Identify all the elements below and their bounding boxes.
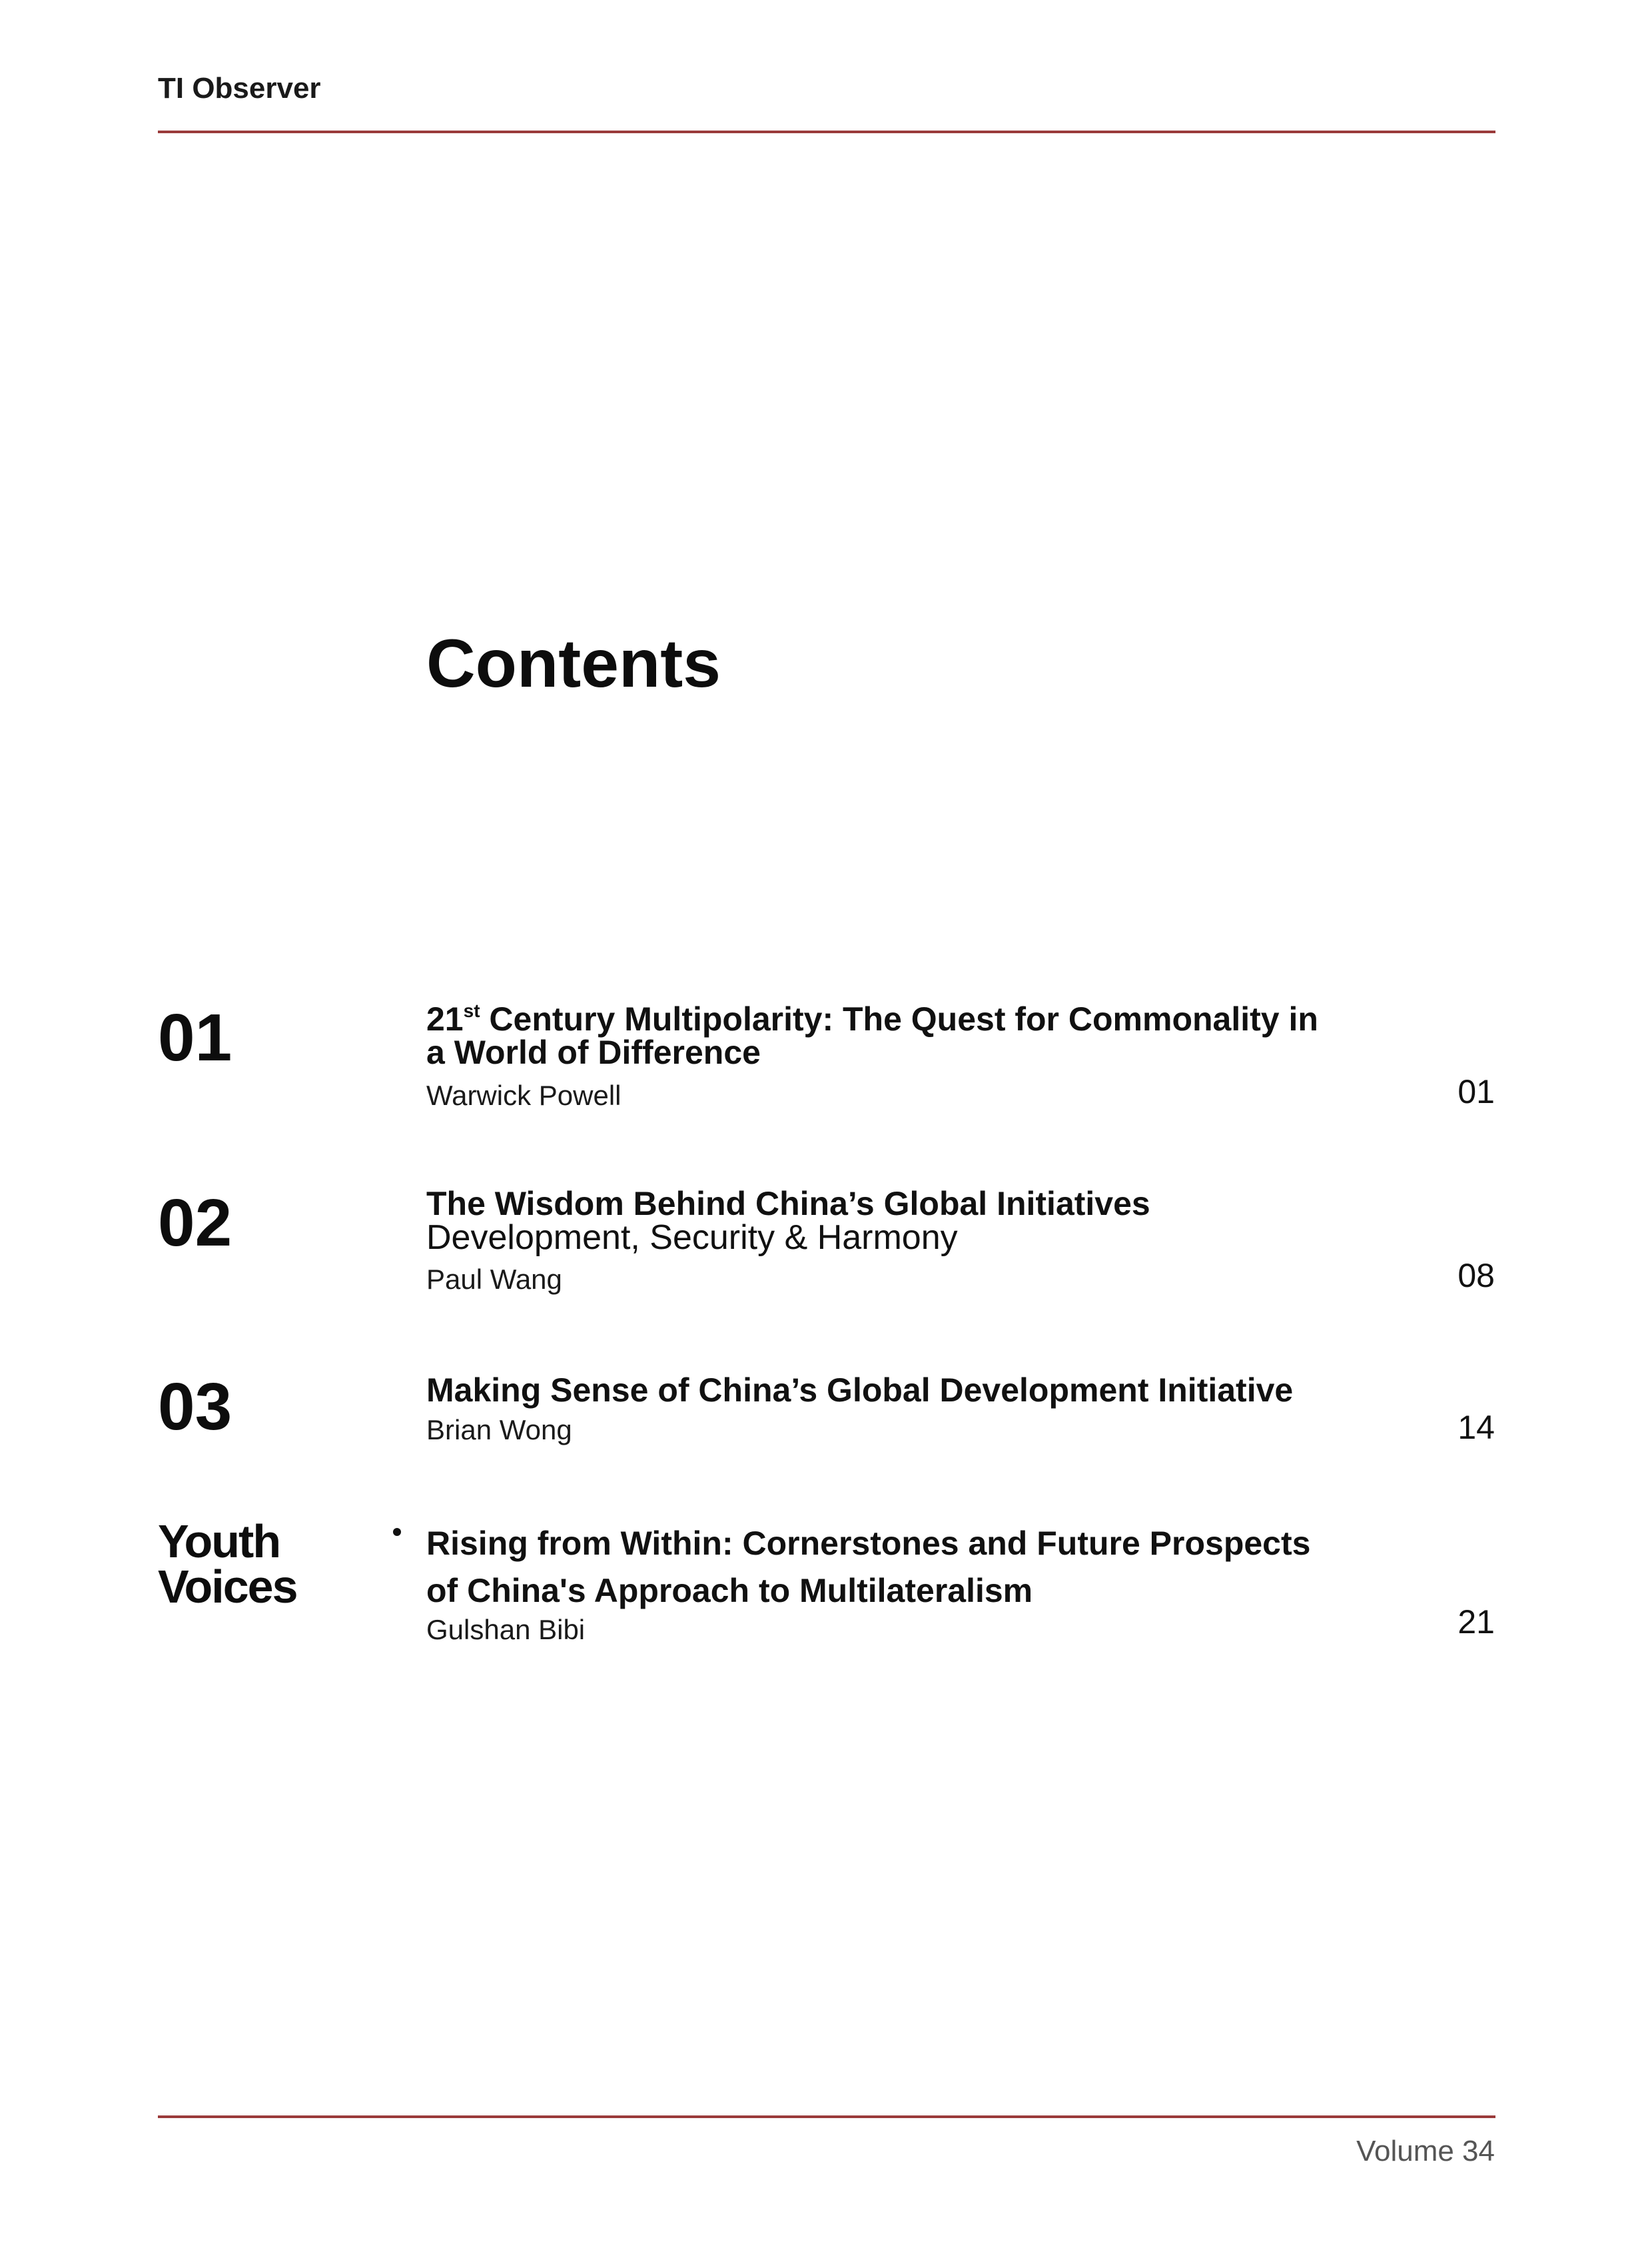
- entry-page-number[interactable]: 08: [1457, 1257, 1495, 1294]
- section-label-youth-voices: [158, 1515, 297, 1613]
- entry-number: 02: [158, 1186, 232, 1260]
- entry-number: 03: [158, 1369, 232, 1444]
- section-label-line: Youth: [158, 1515, 280, 1567]
- publication-title: TI Observer: [158, 72, 321, 105]
- entry-page-number[interactable]: 01: [1457, 1073, 1495, 1110]
- entry-title-rest: Century Multipolarity: The Quest for Commonality in a World of Difference: [426, 1000, 1318, 1071]
- entry-title[interactable]: Making Sense of China’s Global Development Initiative: [426, 1371, 1294, 1409]
- footer-divider: [158, 2115, 1495, 2118]
- entry-title-superscript: st: [463, 1000, 480, 1021]
- entry-number: 01: [158, 1000, 232, 1075]
- entry-author: Warwick Powell: [426, 1080, 621, 1111]
- entry-author: Brian Wong: [426, 1414, 572, 1445]
- volume-label: Volume 34: [1356, 2135, 1495, 2167]
- entry-author: Gulshan Bibi: [426, 1614, 586, 1645]
- page-title: Contents: [426, 625, 721, 701]
- entry-title[interactable]: Rising from Within: Cornerstones and Future Prospects of China's Approach to Multilateralism: [426, 1525, 1311, 1609]
- entry-title[interactable]: The Wisdom Behind China’s Global Initiatives: [426, 1185, 1150, 1222]
- entry-page-number[interactable]: 14: [1457, 1409, 1495, 1446]
- bullet-icon: [393, 1528, 401, 1536]
- header-divider: [158, 131, 1495, 133]
- section-label-line: Voices: [158, 1561, 297, 1613]
- entry-author: Paul Wang: [426, 1264, 562, 1295]
- entry-title[interactable]: [426, 1002, 1346, 1069]
- entry-page-number[interactable]: 21: [1457, 1603, 1495, 1641]
- entry-subtitle: Development, Security & Harmony: [426, 1218, 958, 1257]
- entry-title-prefix: 21: [426, 1000, 464, 1038]
